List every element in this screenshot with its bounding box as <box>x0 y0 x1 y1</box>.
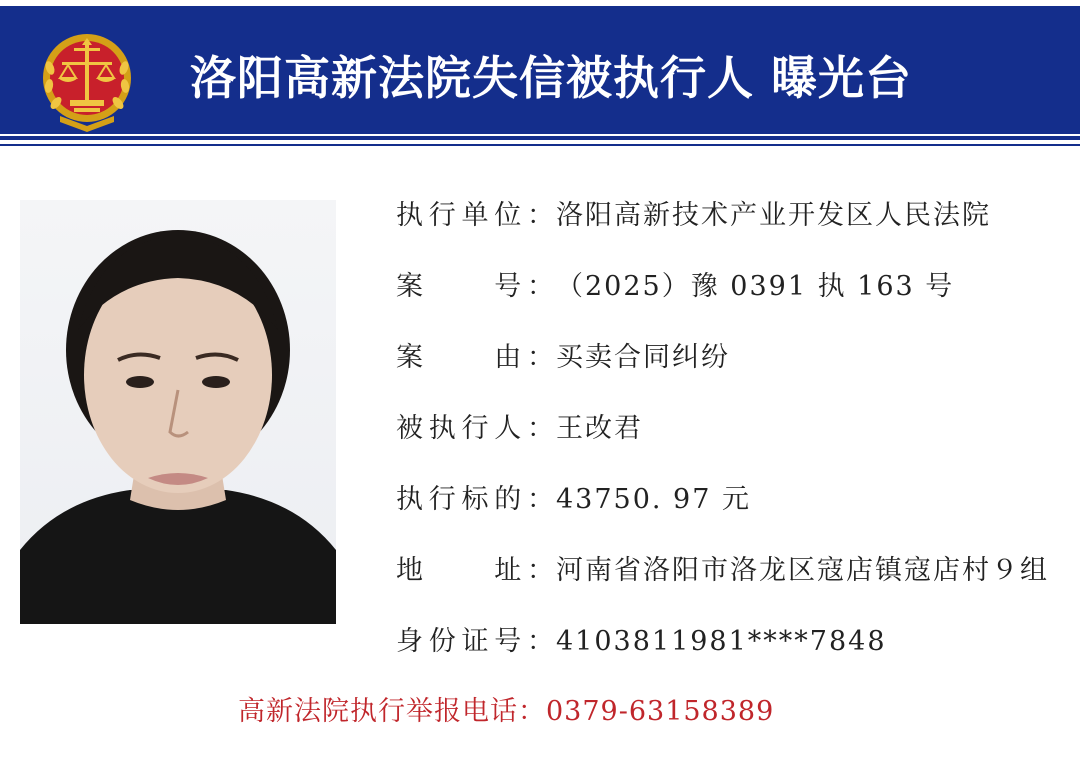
header-divider-thin <box>0 144 1080 146</box>
header-divider <box>0 136 1080 140</box>
info-label: 身份证号： <box>396 626 556 657</box>
info-value: 4103811981****7848 <box>556 626 887 657</box>
info-row-case-number <box>396 263 1066 334</box>
info-label: 执行单位： <box>396 200 556 231</box>
info-label: 案 由： <box>396 342 556 373</box>
debtor-info <box>396 192 1066 689</box>
info-row-id-number <box>396 618 1066 689</box>
info-label: 被执行人： <box>396 413 556 444</box>
info-row-amount <box>396 476 1066 547</box>
info-row-debtor <box>396 405 1066 476</box>
page-title: 洛阳高新法院失信被执行人 曝光台 <box>190 51 913 105</box>
report-hotline: 高新法院执行举报电话：0379-63158389 <box>238 696 775 727</box>
info-row-court <box>396 192 1066 263</box>
info-label: 案 号： <box>396 271 556 302</box>
info-label: 执行标的： <box>396 484 556 515</box>
info-value: 买卖合同纠纷 <box>556 342 730 373</box>
header-banner <box>0 6 1080 134</box>
info-value: 洛阳高新技术产业开发区人民法院 <box>556 200 991 231</box>
info-value: 王改君 <box>556 413 643 444</box>
info-label: 地 址： <box>396 555 556 586</box>
info-value: 43750. 97 元 <box>556 484 751 515</box>
info-value: 河南省洛阳市洛龙区寇店镇寇店村９组 <box>556 555 1049 586</box>
person-photo <box>20 200 336 624</box>
info-row-address <box>396 547 1066 618</box>
person-photo-illustration <box>20 200 336 624</box>
info-value: （2025）豫 0391 执 163 号 <box>556 271 955 302</box>
court-emblem-icon <box>40 28 134 132</box>
info-row-case-cause <box>396 334 1066 405</box>
